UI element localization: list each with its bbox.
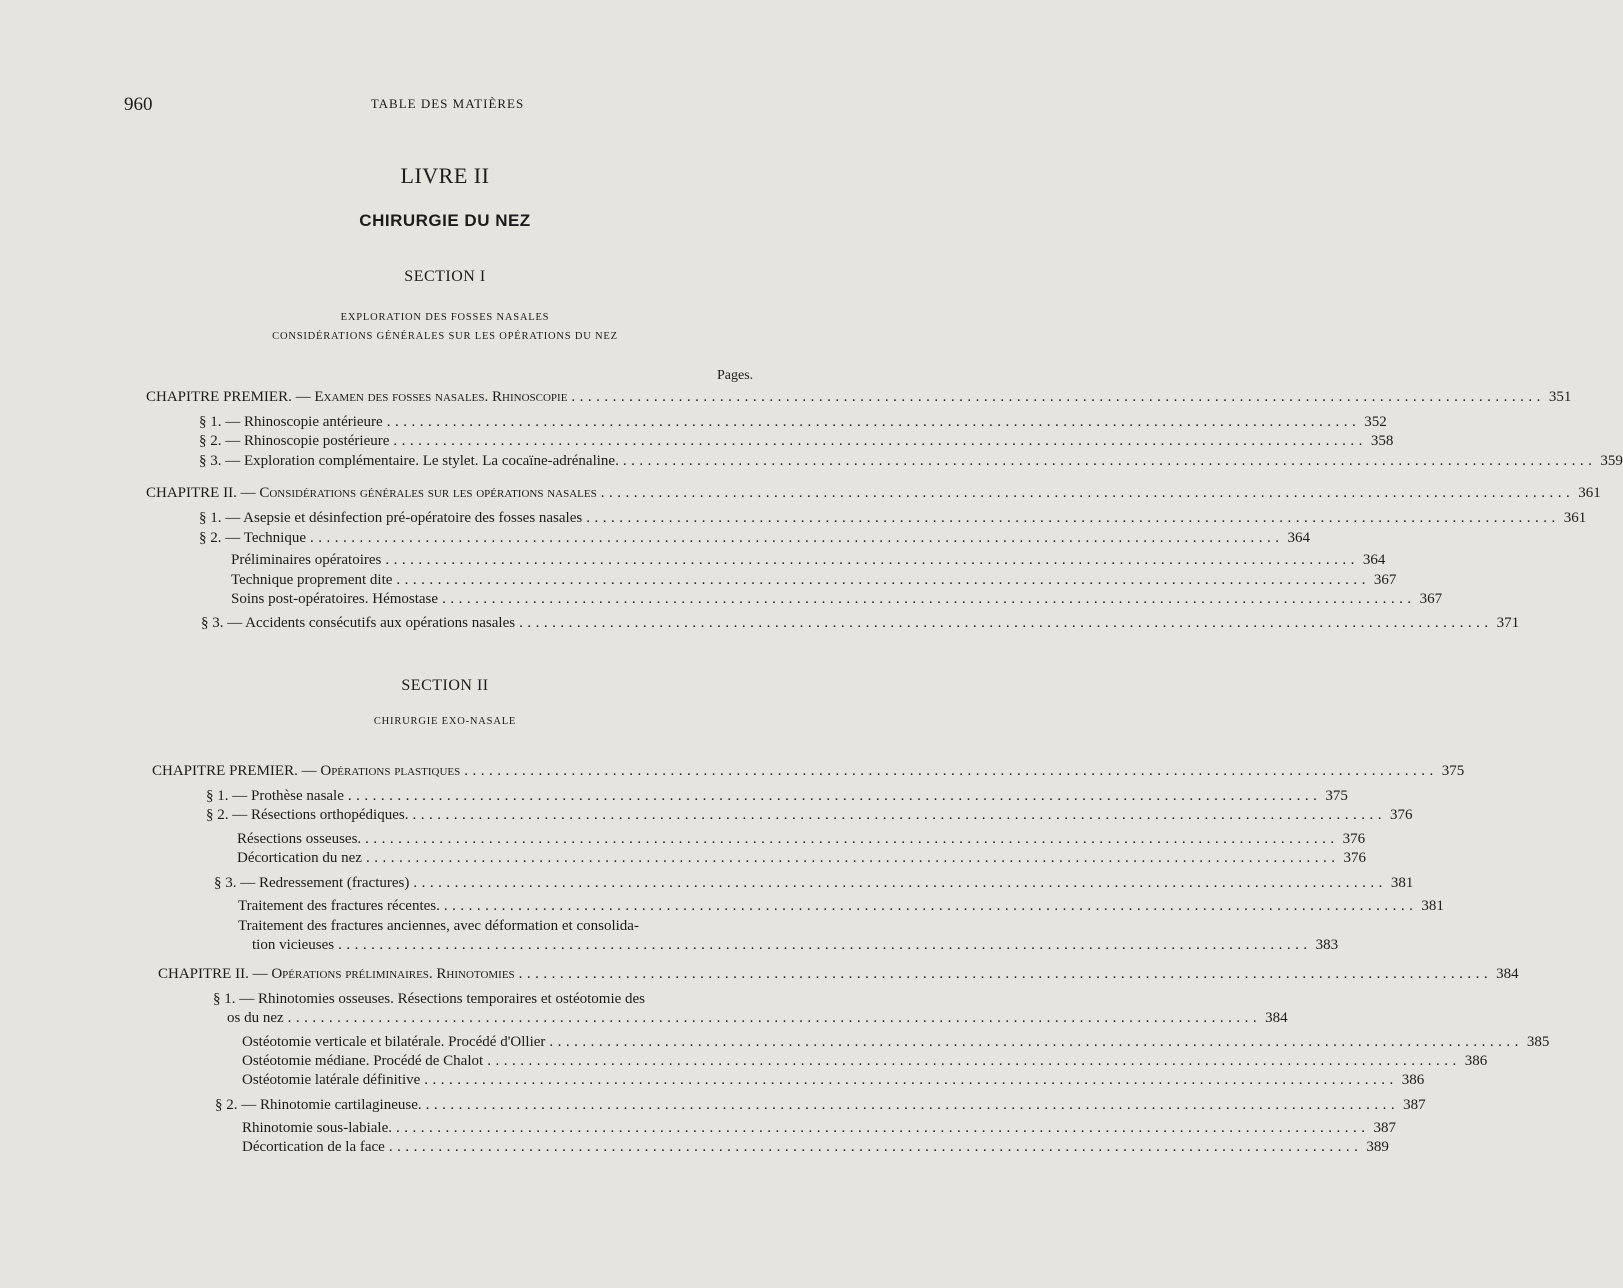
entry-page: 381 bbox=[1421, 898, 1444, 914]
leader-dots: ...................................................................................................................... bbox=[487, 1053, 1461, 1069]
entry-page: 352 bbox=[1364, 414, 1387, 430]
entry-page: 376 bbox=[1389, 807, 1413, 823]
entry-label: § 1. — Prothèse nasale bbox=[206, 788, 344, 804]
leader-dots: ...................................................................................................................... bbox=[413, 875, 1387, 891]
leader-dots: ...................................................................................................................... bbox=[395, 1120, 1370, 1136]
toc-entry[interactable] bbox=[146, 389, 1572, 406]
toc-entry[interactable] bbox=[242, 1120, 1396, 1137]
toc-entry[interactable] bbox=[242, 1072, 1425, 1089]
toc-entry[interactable] bbox=[237, 850, 1366, 867]
leader-dots: ...................................................................................................................... bbox=[287, 1010, 1262, 1026]
entry-label: § 2. — Résections orthopédiques. bbox=[206, 807, 409, 823]
toc-entry[interactable] bbox=[215, 1097, 1426, 1114]
entry-label: Décortication du nez bbox=[237, 850, 362, 866]
entry-page: 361 bbox=[1578, 485, 1601, 501]
entry-label: Technique proprement dite bbox=[231, 572, 393, 588]
entry-label-sc: Considérations générales sur les opérations nasales bbox=[259, 485, 597, 501]
toc-entry[interactable] bbox=[199, 510, 1587, 527]
entry-label: CHAPITRE II. — bbox=[146, 485, 260, 501]
book-title: CHIRURGIE DU NEZ bbox=[359, 211, 531, 230]
entry-page: 358 bbox=[1370, 433, 1394, 449]
toc-entry[interactable] bbox=[152, 763, 1465, 780]
leader-dots: ...................................................................................................................... bbox=[519, 615, 1493, 631]
entry-page: 387 bbox=[1403, 1097, 1426, 1113]
entry-label: § 2. — Technique bbox=[199, 530, 306, 546]
leader-dots: ...................................................................................................................... bbox=[385, 552, 1359, 568]
running-title: TABLE DES MATIÈRES bbox=[370, 96, 525, 111]
entry-page: 384 bbox=[1496, 966, 1519, 982]
entry-label-line1: § 1. — Rhinotomies osseuses. Résections temporaires et ostéotomie des bbox=[213, 991, 646, 1007]
entry-label: Ostéotomie médiane. Procédé de Chalot bbox=[242, 1053, 484, 1069]
section2-subtitle: CHIRURGIE EXO-NASALE bbox=[373, 716, 517, 727]
entry-page: 367 bbox=[1373, 572, 1397, 588]
entry-label: Ostéotomie verticale et bilatérale. Procédé d'Ollier bbox=[242, 1034, 546, 1050]
toc-entry[interactable] bbox=[199, 433, 1394, 450]
entry-page: 389 bbox=[1366, 1139, 1389, 1155]
entry-label-line2: tion vicieuses bbox=[252, 937, 335, 953]
leader-dots: ...................................................................................................................... bbox=[424, 1072, 1398, 1088]
entry-label: § 3. — Redressement (fractures) bbox=[214, 875, 410, 891]
page-number: 960 bbox=[124, 94, 153, 115]
entry-page: 381 bbox=[1390, 875, 1414, 891]
section1-subtitle1: EXPLORATION DES FOSSES NASALES bbox=[340, 312, 550, 323]
toc-entry[interactable] bbox=[206, 788, 1348, 805]
leader-dots: ...................................................................................................................... bbox=[310, 530, 1284, 546]
entry-label: Rhinotomie sous-labiale. bbox=[242, 1120, 392, 1136]
toc-entry[interactable] bbox=[242, 1139, 1389, 1156]
entry-page: 375 bbox=[1325, 788, 1348, 804]
section1-subtitle2: CONSIDÉRATIONS GÉNÉRALES SUR LES OPÉRATIONS DU NEZ bbox=[272, 331, 618, 342]
entry-page: 384 bbox=[1265, 1010, 1288, 1026]
entry-page: 386 bbox=[1401, 1072, 1425, 1088]
entry-page: 361 bbox=[1563, 510, 1587, 526]
entry-label-line1: Traitement des fractures anciennes, avec déformation et consolida- bbox=[238, 918, 639, 934]
entry-page: 376 bbox=[1343, 850, 1366, 866]
toc-entry[interactable] bbox=[206, 807, 1413, 824]
leader-dots: ...................................................................................................................... bbox=[622, 453, 1597, 469]
toc-entry[interactable] bbox=[201, 615, 1520, 632]
entry-page: 387 bbox=[1373, 1120, 1396, 1136]
entry-page: 371 bbox=[1496, 615, 1520, 631]
leader-dots: ...................................................................................................................... bbox=[338, 937, 1312, 953]
leader-dots: ...................................................................................................................... bbox=[443, 898, 1418, 914]
entry-page: 364 bbox=[1362, 552, 1386, 568]
entry-page: 385 bbox=[1526, 1034, 1550, 1050]
toc-entry[interactable] bbox=[199, 530, 1310, 547]
leader-dots: ...................................................................................................................... bbox=[347, 788, 1322, 804]
entry-label: § 3. — Exploration complémentaire. Le stylet. La cocaïne-adrénaline. bbox=[199, 453, 619, 469]
entry-label: § 1. — Asepsie et désinfection pré-opératoire des fosses nasales bbox=[199, 510, 583, 526]
entry-label: § 1. — Rhinoscopie antérieure bbox=[199, 414, 383, 430]
leader-dots: ...................................................................................................................... bbox=[365, 850, 1340, 866]
leader-dots: ...................................................................................................................... bbox=[600, 485, 1575, 501]
entry-page: 376 bbox=[1342, 831, 1366, 847]
toc-entry-wrapped[interactable] bbox=[213, 990, 1288, 1028]
toc-entry[interactable] bbox=[146, 485, 1601, 502]
entry-label-sc: Opérations préliminaires. Rhinotomies bbox=[271, 966, 515, 982]
entry-label-line2: os du nez bbox=[227, 1010, 284, 1026]
entry-label: Préliminaires opératoires bbox=[231, 552, 382, 568]
livre-heading: LIVRE II bbox=[400, 163, 490, 188]
entry-label-sc: Opérations plastiques bbox=[320, 763, 461, 779]
toc-entry[interactable] bbox=[237, 831, 1366, 848]
toc-entry[interactable] bbox=[214, 875, 1414, 892]
leader-dots: ...................................................................................................................... bbox=[412, 807, 1386, 823]
toc-entry[interactable] bbox=[199, 414, 1387, 431]
toc-entry[interactable] bbox=[231, 591, 1443, 608]
leader-dots: ...................................................................................................................... bbox=[518, 966, 1493, 982]
toc-entry[interactable] bbox=[199, 453, 1623, 470]
leader-dots: ...................................................................................................................... bbox=[571, 389, 1545, 405]
toc-entry-wrapped[interactable] bbox=[238, 917, 1339, 955]
entry-page: 375 bbox=[1441, 763, 1465, 779]
leader-dots: ...................................................................................................................... bbox=[388, 1139, 1363, 1155]
entry-label: Ostéotomie latérale définitive bbox=[242, 1072, 421, 1088]
entry-page: 359 bbox=[1600, 453, 1623, 469]
entry-label: Soins post-opératoires. Hémostase bbox=[231, 591, 439, 607]
entry-page: 351 bbox=[1548, 389, 1572, 405]
entry-label: § 2. — Rhinotomie cartilagineuse. bbox=[215, 1097, 422, 1113]
section2-title: SECTION II bbox=[401, 677, 489, 694]
entry-page: 386 bbox=[1464, 1053, 1488, 1069]
entry-page: 367 bbox=[1419, 591, 1443, 607]
entry-page: 364 bbox=[1287, 530, 1310, 546]
leader-dots: ...................................................................................................................... bbox=[464, 763, 1438, 779]
toc-entry[interactable] bbox=[231, 552, 1386, 569]
entry-label: Résections osseuses. bbox=[237, 831, 362, 847]
leader-dots: ...................................................................................................................... bbox=[586, 510, 1560, 526]
toc-entry[interactable] bbox=[231, 572, 1397, 589]
entry-label: CHAPITRE PREMIER. — bbox=[146, 389, 315, 405]
leader-dots: ...................................................................................................................... bbox=[549, 1034, 1523, 1050]
entry-page: 383 bbox=[1315, 937, 1339, 953]
leader-dots: ...................................................................................................................... bbox=[396, 572, 1370, 588]
entry-label: § 3. — Accidents consécutifs aux opérations nasales bbox=[201, 615, 516, 631]
entry-label-sc: Examen des fosses nasales. Rhinoscopie bbox=[314, 389, 568, 405]
entry-label: Traitement des fractures récentes. bbox=[238, 898, 440, 914]
leader-dots: ...................................................................................................................... bbox=[442, 591, 1416, 607]
section1-title: SECTION I bbox=[404, 268, 486, 285]
toc-entry[interactable] bbox=[158, 966, 1519, 983]
pages-label: Pages. bbox=[717, 368, 754, 383]
toc-entry[interactable] bbox=[242, 1034, 1550, 1051]
entry-label: Décortication de la face bbox=[242, 1139, 385, 1155]
toc-entry[interactable] bbox=[242, 1053, 1488, 1070]
entry-label: CHAPITRE PREMIER. — bbox=[152, 763, 321, 779]
entry-label: CHAPITRE II. — bbox=[158, 966, 272, 982]
leader-dots: ...................................................................................................................... bbox=[393, 433, 1367, 449]
leader-dots: ...................................................................................................................... bbox=[425, 1097, 1400, 1113]
leader-dots: ...................................................................................................................... bbox=[386, 414, 1361, 430]
leader-dots: ...................................................................................................................... bbox=[365, 831, 1339, 847]
toc-entry[interactable] bbox=[238, 898, 1444, 915]
entry-label: § 2. — Rhinoscopie postérieure bbox=[199, 433, 390, 449]
